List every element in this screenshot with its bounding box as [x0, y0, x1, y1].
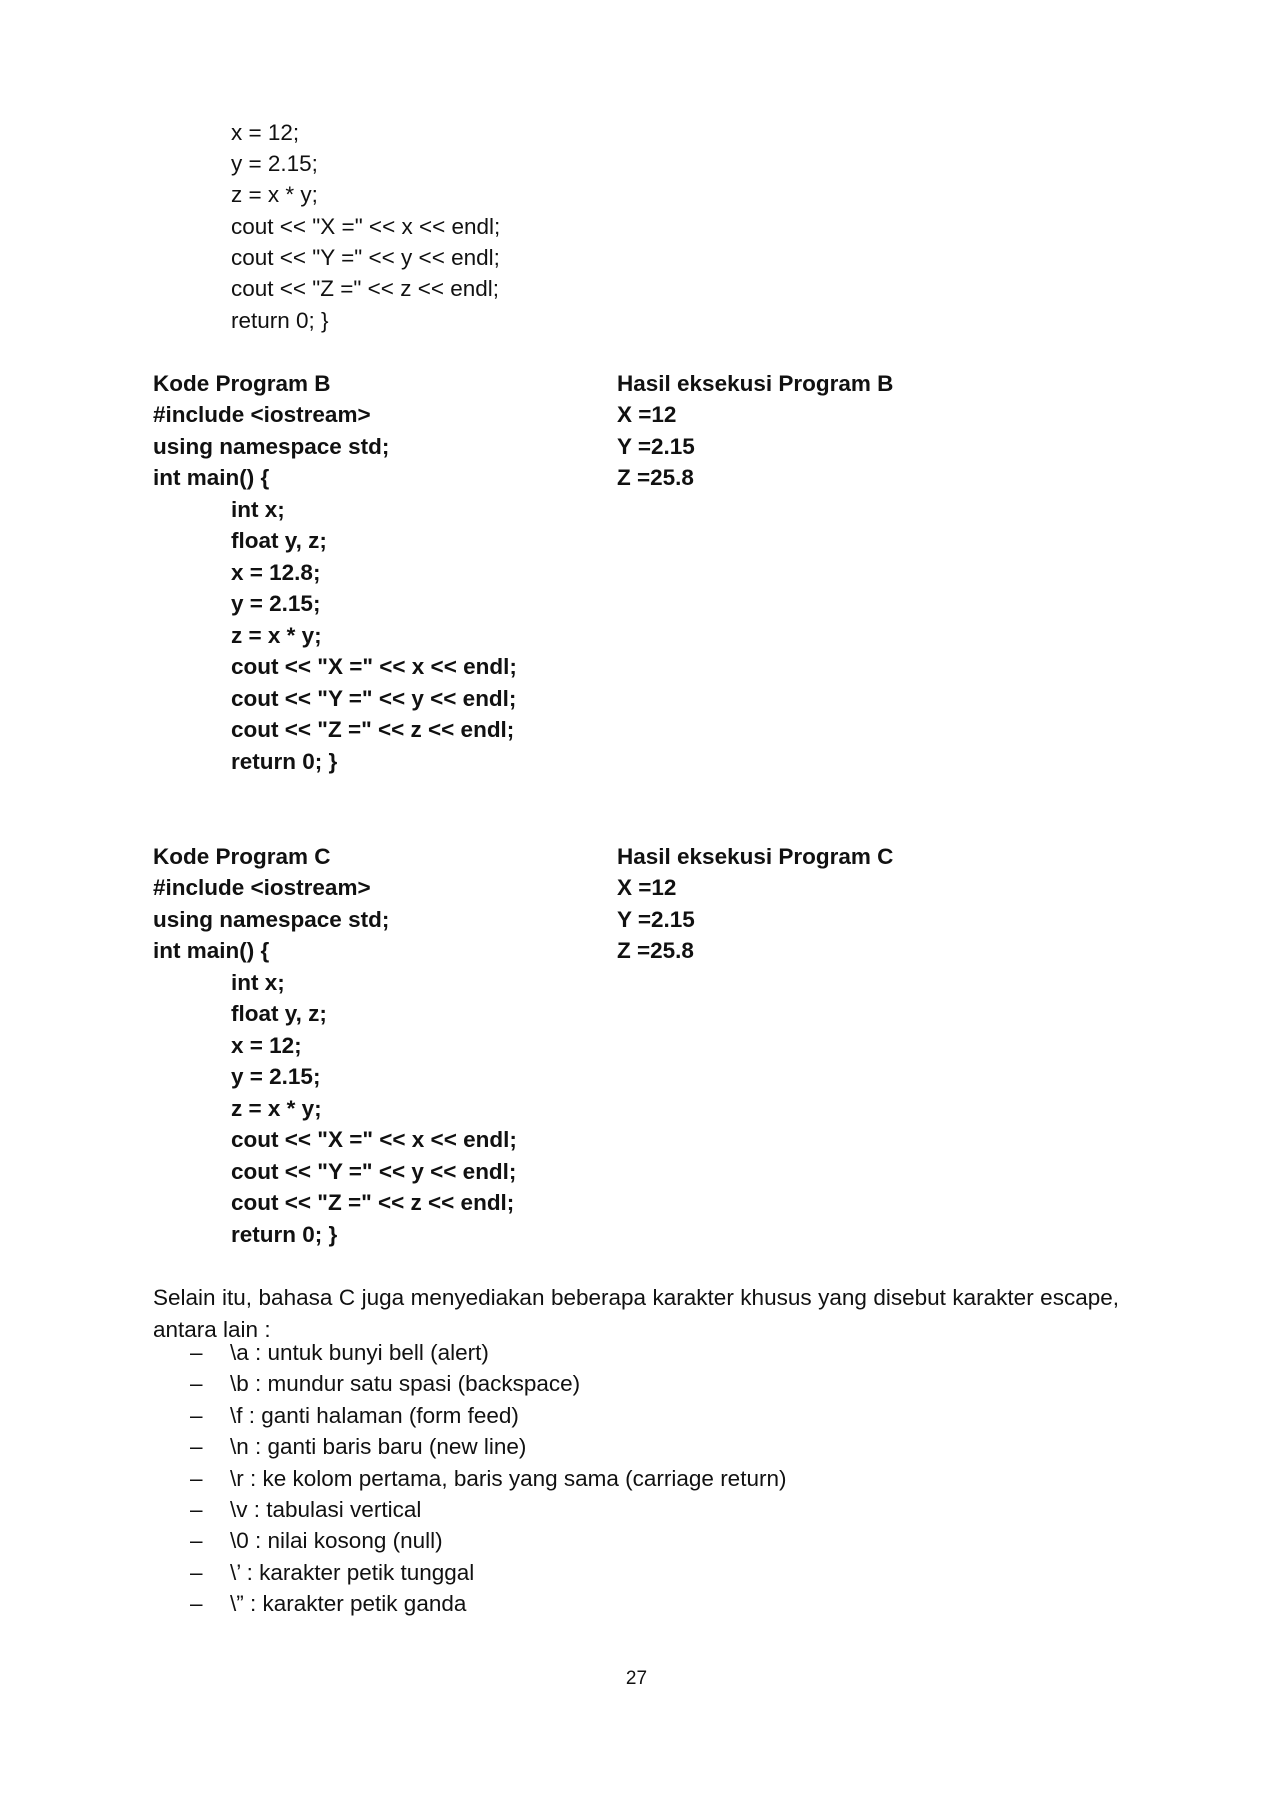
code-line: cout << "X =" << x << endl; [231, 1127, 517, 1152]
list-item-text: \v : tabulasi vertical [230, 1497, 422, 1523]
code-line: #include <iostream> [153, 402, 371, 427]
code-line: using namespace std; [153, 434, 390, 459]
list-item-text: \b : mundur satu spasi (backspace) [230, 1371, 581, 1397]
dash-bullet: – [190, 1434, 203, 1460]
code-line: cout << "Y =" << y << endl; [231, 245, 500, 270]
list-item-text: \f : ganti halaman (form feed) [230, 1402, 519, 1428]
escape-char-list [190, 1337, 786, 1620]
list-item-text: \” : karakter petik ganda [230, 1591, 467, 1617]
page-number: 27 [625, 1668, 648, 1689]
code-line: int main() { [153, 465, 270, 490]
output-line: Z =25.8 [617, 938, 694, 963]
dash-bullet: – [190, 1371, 203, 1397]
dash-bullet: – [190, 1402, 203, 1428]
escape-intro-paragraph: Selain itu, bahasa C juga menyediakan beberapa karakter khusus yang disebut karakter escape, antara lain : [153, 1285, 1119, 1342]
code-line: int x; [231, 497, 285, 522]
output-line: X =12 [617, 402, 677, 427]
list-item [190, 1494, 786, 1525]
code-line: return 0; } [231, 1222, 338, 1247]
code-line: x = 12; [231, 1033, 302, 1058]
list-item-text: \a : untuk bunyi bell (alert) [230, 1340, 489, 1365]
code-line: cout << "Z =" << z << endl; [231, 717, 515, 742]
code-line: int main() { [153, 938, 270, 963]
code-line: y = 2.15; [231, 591, 321, 616]
program-b-output-title: Hasil eksekusi Program B [617, 371, 894, 396]
output-line: Y =2.15 [617, 907, 695, 932]
program-c-output-title: Hasil eksekusi Program C [617, 844, 894, 869]
program-c-title: Kode Program C [153, 844, 331, 869]
code-line: #include <iostream> [153, 875, 371, 900]
list-item [190, 1431, 786, 1462]
dash-bullet: – [190, 1497, 203, 1523]
dash-bullet: – [190, 1465, 203, 1491]
output-line: Y =2.15 [617, 434, 695, 459]
program-b-title: Kode Program B [153, 371, 331, 396]
code-line: cout << "X =" << x << endl; [231, 654, 517, 679]
code-line: z = x * y; [231, 182, 318, 207]
list-item [190, 1557, 786, 1588]
code-line: cout << "Z =" << z << endl; [231, 1190, 515, 1215]
code-line: using namespace std; [153, 907, 390, 932]
code-line: y = 2.15; [231, 151, 318, 176]
code-line: z = x * y; [231, 1096, 322, 1121]
code-line: cout << "Z =" << z << endl; [231, 276, 500, 301]
list-item-text: \r : ke kolom pertama, baris yang sama (carriage return) [230, 1465, 787, 1491]
code-line: x = 12; [231, 120, 300, 145]
code-line: z = x * y; [231, 623, 322, 648]
output-line: X =12 [617, 875, 677, 900]
dash-bullet: – [190, 1340, 203, 1365]
list-item-text: \n : ganti baris baru (new line) [230, 1434, 527, 1460]
code-line: y = 2.15; [231, 1064, 321, 1089]
list-item-text: \0 : nilai kosong (null) [230, 1528, 443, 1554]
dash-bullet: – [190, 1528, 203, 1554]
list-item [190, 1588, 786, 1619]
list-item [190, 1525, 786, 1556]
code-line: cout << "Y =" << y << endl; [231, 1159, 517, 1184]
list-item [190, 1400, 786, 1431]
code-line: cout << "Y =" << y << endl; [231, 686, 517, 711]
list-item [190, 1463, 786, 1494]
code-line: int x; [231, 970, 285, 995]
code-line: cout << "X =" << x << endl; [231, 214, 501, 239]
dash-bullet: – [190, 1591, 203, 1617]
dash-bullet: – [190, 1559, 203, 1585]
code-line: float y, z; [231, 528, 327, 553]
output-line: Z =25.8 [617, 465, 694, 490]
code-line: return 0; } [231, 749, 338, 774]
code-line: float y, z; [231, 1001, 327, 1026]
list-item-text: \’ : karakter petik tunggal [230, 1559, 475, 1585]
code-line: return 0; } [231, 308, 329, 333]
code-line: x = 12.8; [231, 560, 321, 585]
list-item [190, 1368, 786, 1399]
list-item [190, 1337, 786, 1368]
